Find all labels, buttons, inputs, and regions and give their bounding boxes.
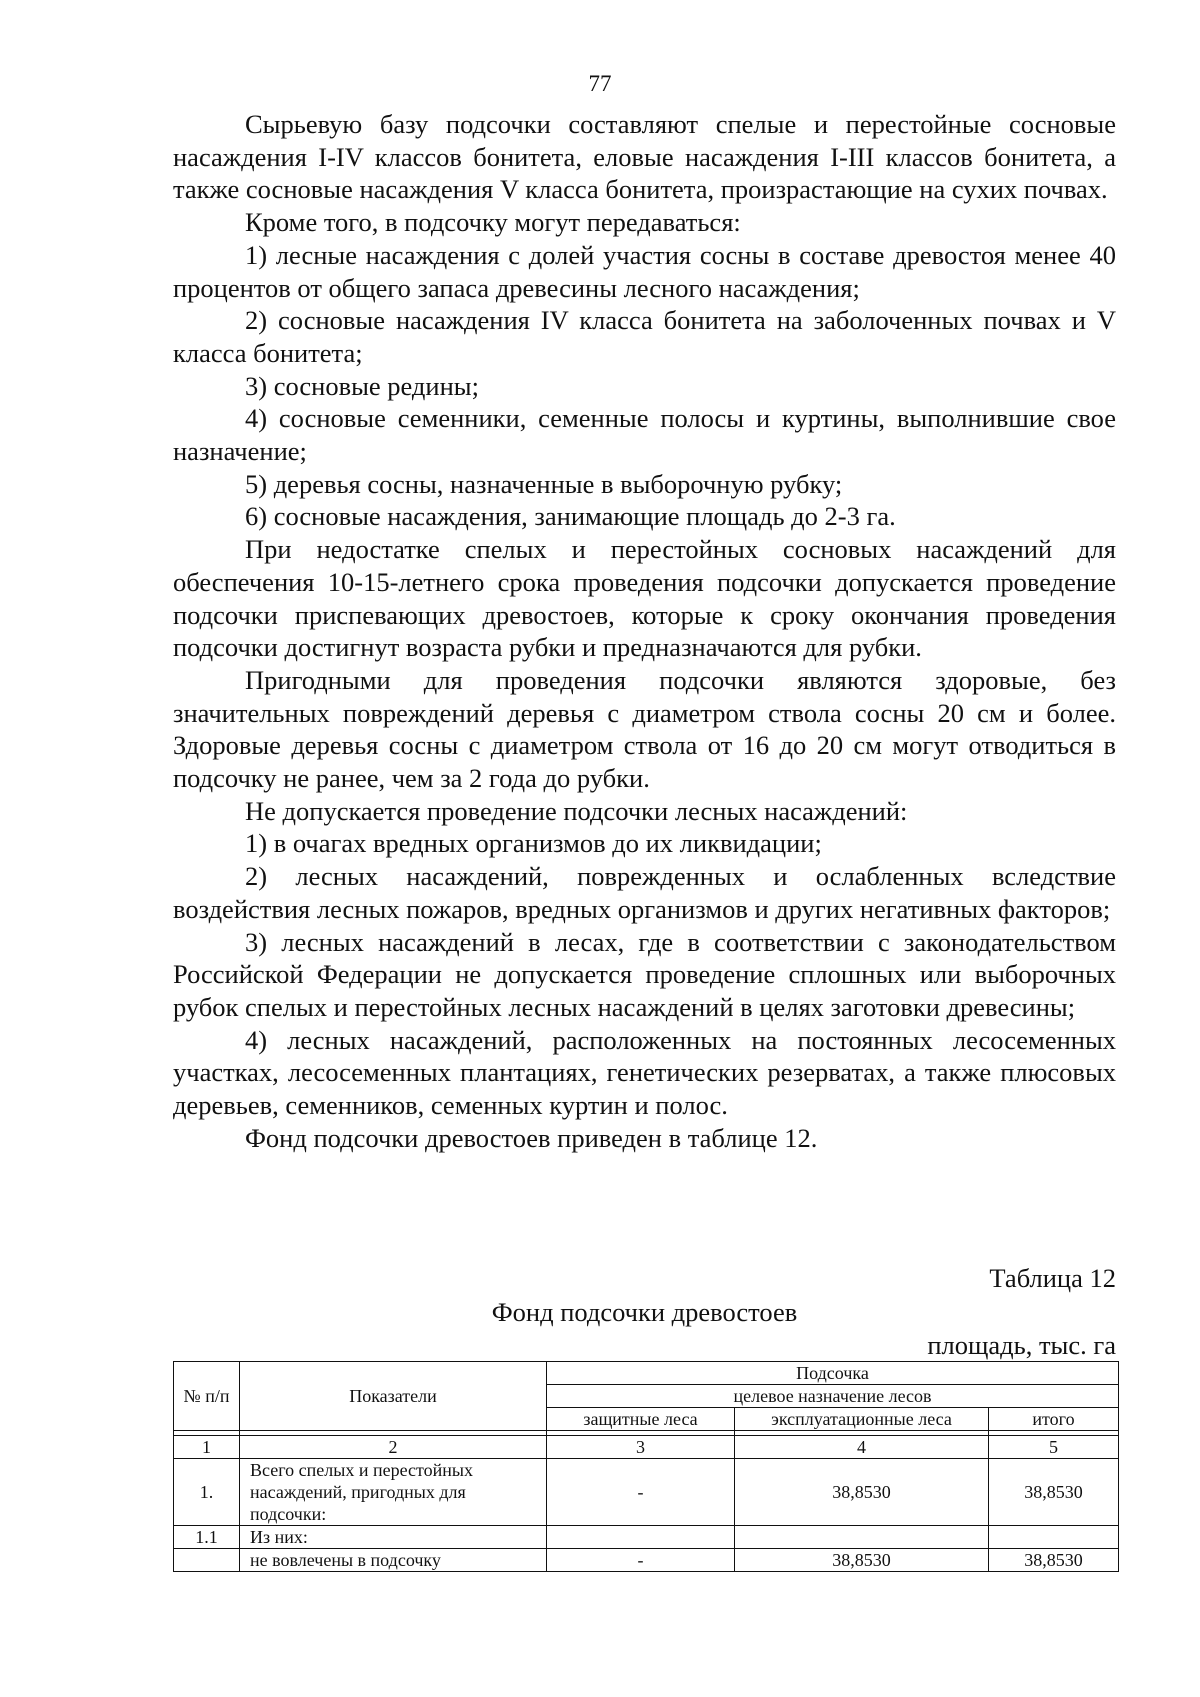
- paragraph: 2) лесных насаждений, поврежденных и ослабленных вследствие воздействия лесных пожаров, вредных организмов и других негативных факторов;: [173, 861, 1116, 924]
- row-name: Всего спелых и перестойных насаждений, пригодных для подсочки:: [240, 1459, 547, 1526]
- paragraph: 1) в очагах вредных организмов до их ликвидации;: [245, 828, 822, 859]
- column-number: 1: [174, 1436, 240, 1459]
- column-number-row: [174, 1436, 1119, 1459]
- header-protective: защитные леса: [547, 1408, 735, 1431]
- column-number: 4: [735, 1436, 989, 1459]
- table-units: площадь, тыс. га: [927, 1330, 1116, 1360]
- row-total: 38,8530: [989, 1459, 1119, 1526]
- row-exploitation: 38,8530: [735, 1549, 989, 1572]
- table-row: [174, 1549, 1119, 1572]
- paragraph: Сырьевую базу подсочки составляют спелые и перестойные сосновые насаждения I-IV классов бонитета, еловые насаждения I-III классов бонитета, а также сосновые насаждения V класса бонитета, произрастающие на сухих почвах.: [173, 109, 1116, 205]
- row-exploitation: [735, 1526, 989, 1549]
- row-exploitation: 38,8530: [735, 1459, 989, 1526]
- paragraph: Фонд подсочки древостоев приведен в таблице 12.: [245, 1122, 818, 1153]
- row-total: [989, 1526, 1119, 1549]
- row-num: 1.1: [174, 1526, 240, 1549]
- paragraph: Кроме того, в подсочку могут передаваться:: [245, 207, 741, 238]
- row-protective: -: [547, 1549, 735, 1572]
- table-row: [174, 1459, 1119, 1526]
- row-num: [174, 1549, 240, 1572]
- header-row: [174, 1362, 1119, 1385]
- row-total: 38,8530: [989, 1549, 1119, 1572]
- body-text: [173, 108, 1116, 1155]
- header-num: № п/п: [174, 1362, 240, 1431]
- row-protective: [547, 1526, 735, 1549]
- paragraph: При недостатке спелых и перестойных сосновых насаждений для обеспечения 10-15-летнего срока проведения подсочки допускается проведение подсочки приспевающих древостоев, которые к сроку окончания проведения подсочки достигнут возраста рубки и предназначаются для рубки.: [173, 534, 1116, 663]
- header-exploitation: эксплуатационные леса: [735, 1408, 989, 1431]
- row-name: не вовлечены в подсочку: [240, 1549, 547, 1572]
- column-number: 5: [989, 1436, 1119, 1459]
- header-indicators: Показатели: [240, 1362, 547, 1431]
- header-subgroup: целевое назначение лесов: [547, 1385, 1119, 1408]
- paragraph: 4) лесных насаждений, расположенных на постоянных лесосеменных участках, лесосеменных плантациях, генетических резерватах, а также плюсовых деревьев, семенников, семенных куртин и полос.: [173, 1024, 1116, 1121]
- paragraph: 3) сосновые редины;: [245, 370, 479, 401]
- table-title: Фонд подсочки древостоев: [491, 1297, 798, 1327]
- paragraph: Не допускается проведение подсочки лесных насаждений:: [245, 795, 908, 826]
- column-number: 3: [547, 1436, 735, 1459]
- header-total: итого: [989, 1408, 1119, 1431]
- paragraph: 1) лесные насаждения с долей участия сосны в составе древостоя менее 40 процентов от общего запаса древесины лесного насаждения;: [173, 239, 1116, 303]
- paragraph: Пригодными для проведения подсочки являются здоровые, без значительных повреждений деревья с диаметром ствола сосны 20 см и более. Здоровые деревья сосны с диаметром ствола от 16 до 20 см могут отводиться в подсочку не ранее, чем за 2 года до рубки.: [173, 664, 1116, 794]
- header-group: Подсочка: [547, 1362, 1119, 1385]
- paragraph: 3) лесных насаждений в лесах, где в соответствии с законодательством Российской Федерации не допускается проведение сплошных или выборочных рубок спелых и перестойных лесных насаждений в целях заготовки древесины;: [173, 926, 1116, 1022]
- row-name: Из них:: [240, 1526, 547, 1549]
- page-number: 77: [588, 71, 612, 96]
- paragraph: 4) сосновые семенники, семенные полосы и куртины, выполнившие свое назначение;: [173, 403, 1116, 467]
- paragraph: 6) сосновые насаждения, занимающие площадь до 2-3 га.: [245, 501, 896, 532]
- paragraph: 5) деревья сосны, назначенные в выборочную рубку;: [245, 468, 843, 499]
- table-row: [174, 1526, 1119, 1549]
- fund-table: [173, 1361, 1119, 1572]
- paragraph: 2) сосновые насаждения IV класса бонитета на заболоченных почвах и V класса бонитета;: [173, 305, 1116, 368]
- table-label: Таблица 12: [989, 1263, 1116, 1293]
- column-number: 2: [240, 1436, 547, 1459]
- row-num: 1.: [174, 1459, 240, 1526]
- row-protective: -: [547, 1459, 735, 1526]
